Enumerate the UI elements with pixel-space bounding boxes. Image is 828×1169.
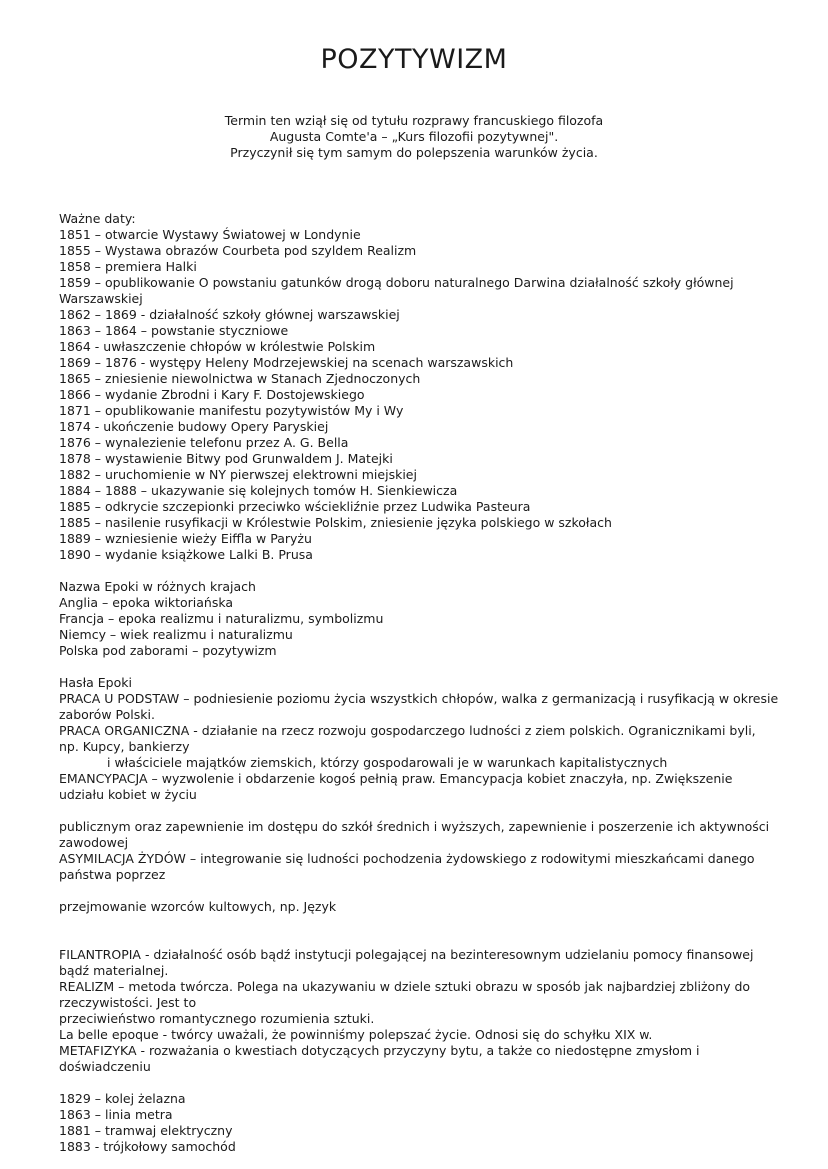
term-realizm: REALIZM – metoda twórcza. Polega na ukazywaniu w dziele sztuki obrazu w sposób jak najbardziej zbliżony do rzeczywistości. Jest to — [59, 979, 751, 1010]
date-item: 1878 – wystawienie Bitwy pod Grunwaldem J. Matejki — [59, 451, 393, 466]
date-item: 1851 – otwarcie Wystawy Światowej w Londynie — [59, 227, 361, 242]
slogan-praca-organiczna: PRACA ORGANICZNA - działanie na rzecz rozwoju gospodarczego ludności z ziem polskich. Ogranicznikami byli, np. Kupcy, bankierzy — [59, 723, 756, 754]
date-item: 1863 – 1864 – powstanie styczniowe — [59, 323, 289, 338]
slogans-section — [59, 675, 779, 915]
invention-item: 1829 – kolej żelazna — [59, 1091, 186, 1106]
date-item: 1866 – wydanie Zbrodni i Kary F. Dostojewskiego — [59, 387, 365, 402]
date-item: 1882 – uruchomienie w NY pierwszej elektrowni miejskiej — [59, 467, 417, 482]
slogan-emancypacja: EMANCYPACJA – wyzwolenie i obdarzenie kogoś pełnią praw. Emancypacja kobiet znaczyła, np. Zwiększenie udziału kobiet w życiu — [59, 771, 733, 802]
slogan-praca-u-podstaw: PRACA U PODSTAW – podniesienie poziomu życia wszystkich chłopów, walka z germanizacją i rusyfikacją w okresie zaborów Polski. — [59, 691, 779, 722]
slogan-asymilacja-continued: przejmowanie wzorców kultowych, np. Język — [59, 899, 337, 914]
term-filantropia: FILANTROPIA - działalność osób bądź instytucji polegającej na bezinteresownym udzielaniu pomocy finansowej bądź materialnej. — [59, 947, 754, 978]
spacer — [59, 883, 779, 899]
slogan-emancypacja-continued: publicznym oraz zapewnienie im dostępu do szkół średnich i wyższych, zapewnienie i poszerzenie ich aktywności zawodowej — [59, 819, 770, 850]
intro-line: Przyczynił się tym samym do polepszenia warunków życia. — [230, 145, 598, 160]
epoch-name-item: Francja – epoka realizmu i naturalizmu, symbolizmu — [59, 611, 384, 626]
slogan-praca-organiczna-continued: i właściciele majątków ziemskich, którzy gospodarowali je w warunkach kapitalistycznych — [107, 755, 668, 770]
invention-item: 1863 – linia metra — [59, 1107, 173, 1122]
spacer — [59, 803, 779, 819]
date-item: 1858 – premiera Halki — [59, 259, 197, 274]
dates-heading: Ważne daty: — [59, 211, 136, 226]
date-item: 1876 – wynalezienie telefonu przez A. G. Bella — [59, 435, 349, 450]
date-item: 1871 – opublikowanie manifestu pozytywistów My i Wy — [59, 403, 404, 418]
intro-line: Termin ten wziął się od tytułu rozprawy francuskiego filozofa — [224, 113, 604, 128]
term-metafizyka: METAFIZYKA - rozważania o kwestiach dotyczących przyczyny bytu, a także co niedostępne zmysłom i doświadczeniu — [59, 1043, 700, 1074]
epoch-names-heading: Nazwa Epoki w różnych krajach — [59, 579, 256, 594]
date-item: 1855 – Wystawa obrazów Courbeta pod szyldem Realizm — [59, 243, 417, 258]
page-title: POZYTYWIZM — [320, 44, 508, 75]
term-belle-epoque: La belle epoque - twórcy uważali, że powinniśmy polepszać życie. Odnosi się do schyłku XIX w. — [59, 1027, 653, 1042]
date-item: 1885 – odkrycie szczepionki przeciwko wściekliźnie przez Ludwika Pasteura — [59, 499, 531, 514]
spacer — [59, 659, 779, 675]
slogans-heading: Hasła Epoki — [59, 675, 132, 690]
document-body — [59, 211, 779, 1155]
term-realizm-continued: przeciwieństwo romantycznego rozumienia sztuki. — [59, 1011, 375, 1026]
date-item: 1865 – zniesienie niewolnictwa w Stanach Zjednoczonych — [59, 371, 421, 386]
invention-item: 1881 – tramwaj elektryczny — [59, 1123, 233, 1138]
date-item: 1884 – 1888 – ukazywanie się kolejnych tomów H. Sienkiewicza — [59, 483, 458, 498]
date-item: 1874 - ukończenie budowy Opery Paryskiej — [59, 419, 329, 434]
intro-paragraph — [0, 113, 828, 161]
date-item: 1864 - uwłaszczenie chłopów w królestwie Polskim — [59, 339, 376, 354]
spacer — [59, 915, 779, 947]
epoch-names-section — [59, 579, 779, 659]
terms-section — [59, 947, 779, 1075]
invention-item: 1883 - trójkołowy samochód — [59, 1139, 236, 1154]
inventions-section — [59, 1091, 779, 1155]
spacer — [59, 563, 779, 579]
date-item: 1889 – wzniesienie wieży Eiffla w Paryżu — [59, 531, 312, 546]
spacer — [59, 1075, 779, 1091]
intro-line: Augusta Comte'a – „Kurs filozofii pozytywnej". — [269, 129, 559, 144]
date-item: 1890 – wydanie książkowe Lalki B. Prusa — [59, 547, 313, 562]
date-item: 1862 – 1869 - działalność szkoły głównej warszawskiej — [59, 307, 400, 322]
date-item: 1859 – opublikowanie O powstaniu gatunków drogą doboru naturalnego Darwina działalność szkoły głównej Warszawskiej — [59, 275, 734, 306]
epoch-name-item: Anglia – epoka wiktoriańska — [59, 595, 234, 610]
date-item: 1885 – nasilenie rusyfikacji w Królestwie Polskim, zniesienie języka polskiego w szkołach — [59, 515, 612, 530]
epoch-name-item: Polska pod zaborami – pozytywizm — [59, 643, 277, 658]
epoch-name-item: Niemcy – wiek realizmu i naturalizmu — [59, 627, 293, 642]
dates-section — [59, 211, 779, 563]
date-item: 1869 – 1876 - występy Heleny Modrzejewskiej na scenach warszawskich — [59, 355, 514, 370]
slogan-asymilacja: ASYMILACJA ŻYDÓW – integrowanie się ludności pochodzenia żydowskiego z rodowitymi mieszkańcami danego państwa poprzez — [59, 851, 755, 882]
